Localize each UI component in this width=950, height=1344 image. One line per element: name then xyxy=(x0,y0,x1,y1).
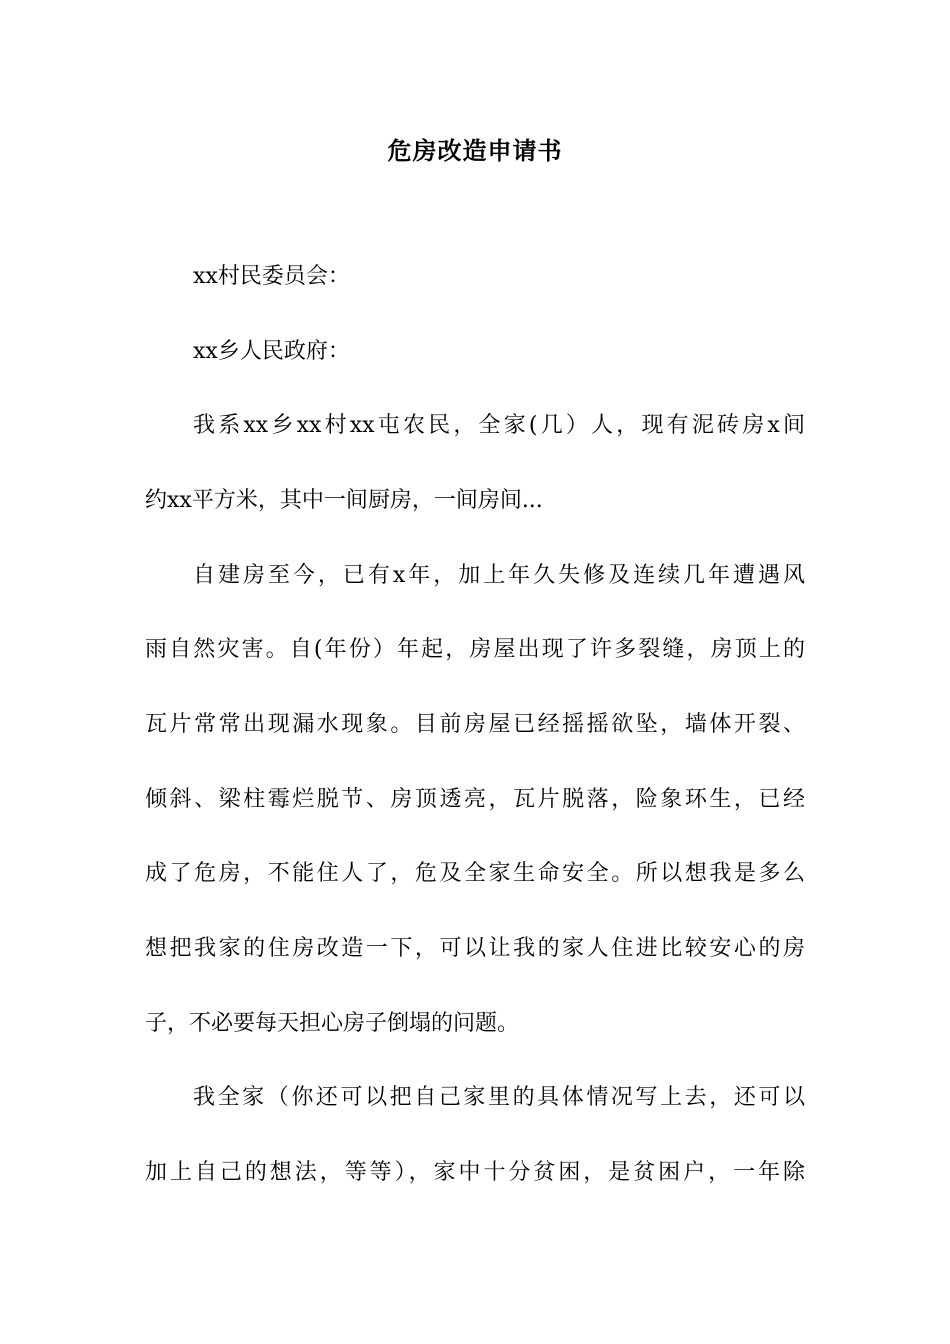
body-line: 想把我家的住房改造一下，可以让我的家人住进比较安心的房 xyxy=(145,936,805,961)
body-line: 约xx平方米，其中一间厨房，一间房间... xyxy=(145,488,543,513)
document-title: 危房改造申请书 xyxy=(387,136,563,165)
salutation-township-government: xx乡人民政府： xyxy=(193,339,350,364)
body-line: 我全家（你还可以把自己家里的具体情况写上去，还可以 xyxy=(193,1085,805,1110)
salutation-village-committee: xx村民委员会： xyxy=(193,264,350,289)
body-line: 我系xx乡xx村xx屯农民，全家(几）人，现有泥砖房x间 xyxy=(193,413,805,438)
body-line: 倾斜、梁柱霉烂脱节、房顶透亮，瓦片脱落，险象环生，已经 xyxy=(145,787,805,812)
body-line: 成了危房，不能住人了，危及全家生命安全。所以想我是多么 xyxy=(145,861,805,886)
body-line: 瓦片常常出现漏水现象。目前房屋已经摇摇欲坠，墙体开裂、 xyxy=(145,712,805,737)
body-line: 加上自己的想法，等等），家中十分贫困，是贫困户，一年除 xyxy=(145,1160,805,1185)
body-line: 子，不必要每天担心房子倒塌的问题。 xyxy=(145,1011,520,1036)
body-line: 自建房至今，已有x年，加上年久失修及连续几年遭遇风 xyxy=(193,563,805,588)
body-line: 雨自然灾害。自(年份）年起，房屋出现了许多裂缝，房顶上的 xyxy=(145,637,805,662)
